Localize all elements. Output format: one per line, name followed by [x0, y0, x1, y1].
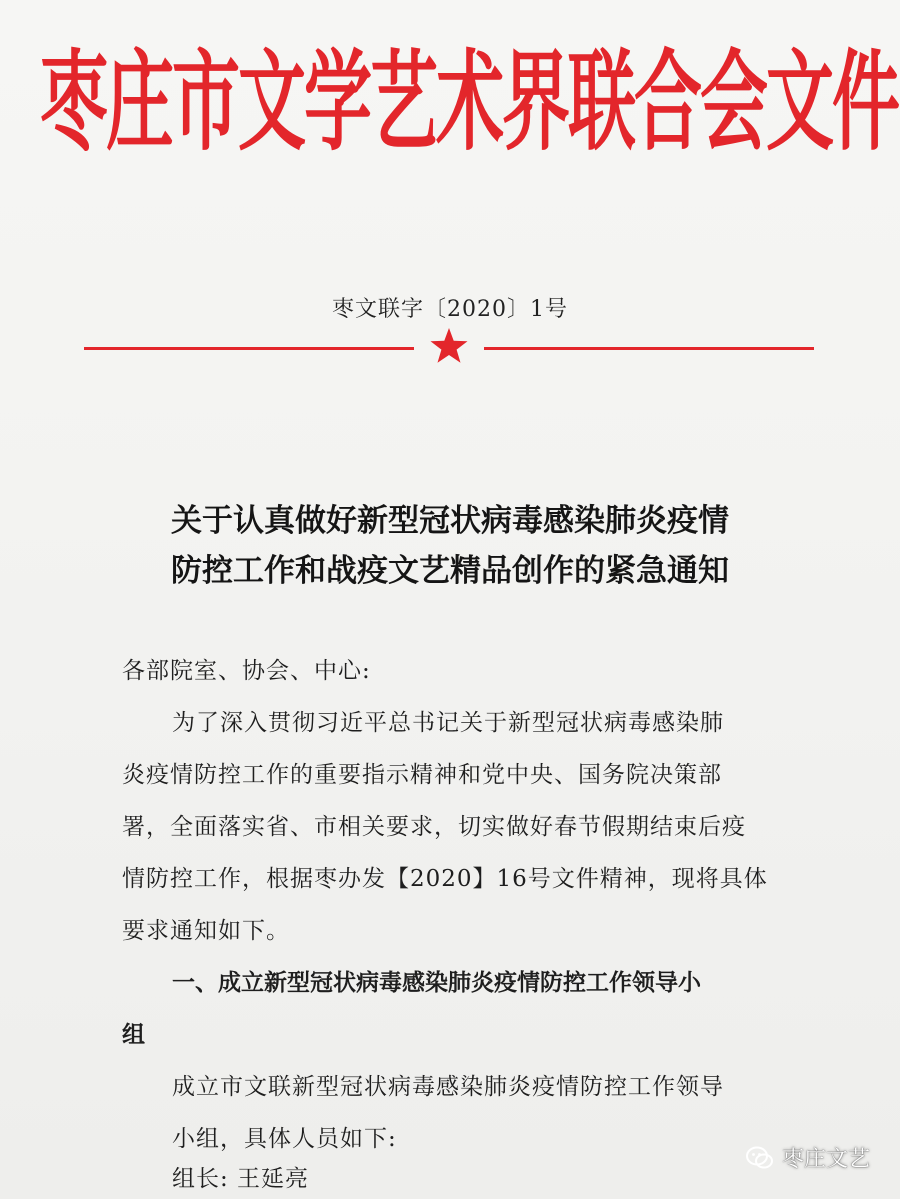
- wechat-icon: [746, 1146, 774, 1170]
- notice-title-line-1: 关于认真做好新型冠状病毒感染肺炎疫情: [171, 503, 729, 539]
- red-star-icon: [429, 326, 469, 366]
- paragraph-1-line: 要求通知如下。: [122, 918, 290, 944]
- paragraph-1-line: 为了深入贯彻习近平总书记关于新型冠状病毒感染肺: [172, 710, 724, 736]
- paragraph-1-line: 署，全面落实省、市相关要求，切实做好春节假期结束后疫: [122, 814, 746, 840]
- red-rule-right: [484, 347, 814, 350]
- paragraph-2-line: 成立市文联新型冠状病毒感染肺炎疫情防控工作领导: [172, 1074, 724, 1100]
- section-heading-1: 一、成立新型冠状病毒感染肺炎疫情防控工作领导小: [172, 970, 701, 996]
- section-heading-1-continued: 组: [122, 1022, 145, 1048]
- paragraph-2-line: 小组，具体人员如下:: [172, 1126, 397, 1152]
- paragraph-1-line: 炎疫情防控工作的重要指示精神和党中央、国务院决策部: [122, 762, 722, 788]
- red-rule-left: [84, 347, 414, 350]
- group-leader: 组长: 王延亮: [172, 1166, 310, 1192]
- notice-title-line-2: 防控工作和战疫文艺精品创作的紧急通知: [171, 553, 729, 589]
- watermark: [746, 1142, 870, 1173]
- paragraph-1-line: 情防控工作，根据枣办发【2020】16号文件精神，现将具体: [122, 866, 768, 892]
- document-number: 枣文联字〔2020〕1号: [332, 297, 568, 322]
- salutation: 各部院室、协会、中心:: [122, 658, 371, 684]
- masthead-title: 枣庄市文学艺术界联合会文件: [40, 40, 899, 167]
- watermark-text: 枣庄文艺: [781, 1147, 870, 1172]
